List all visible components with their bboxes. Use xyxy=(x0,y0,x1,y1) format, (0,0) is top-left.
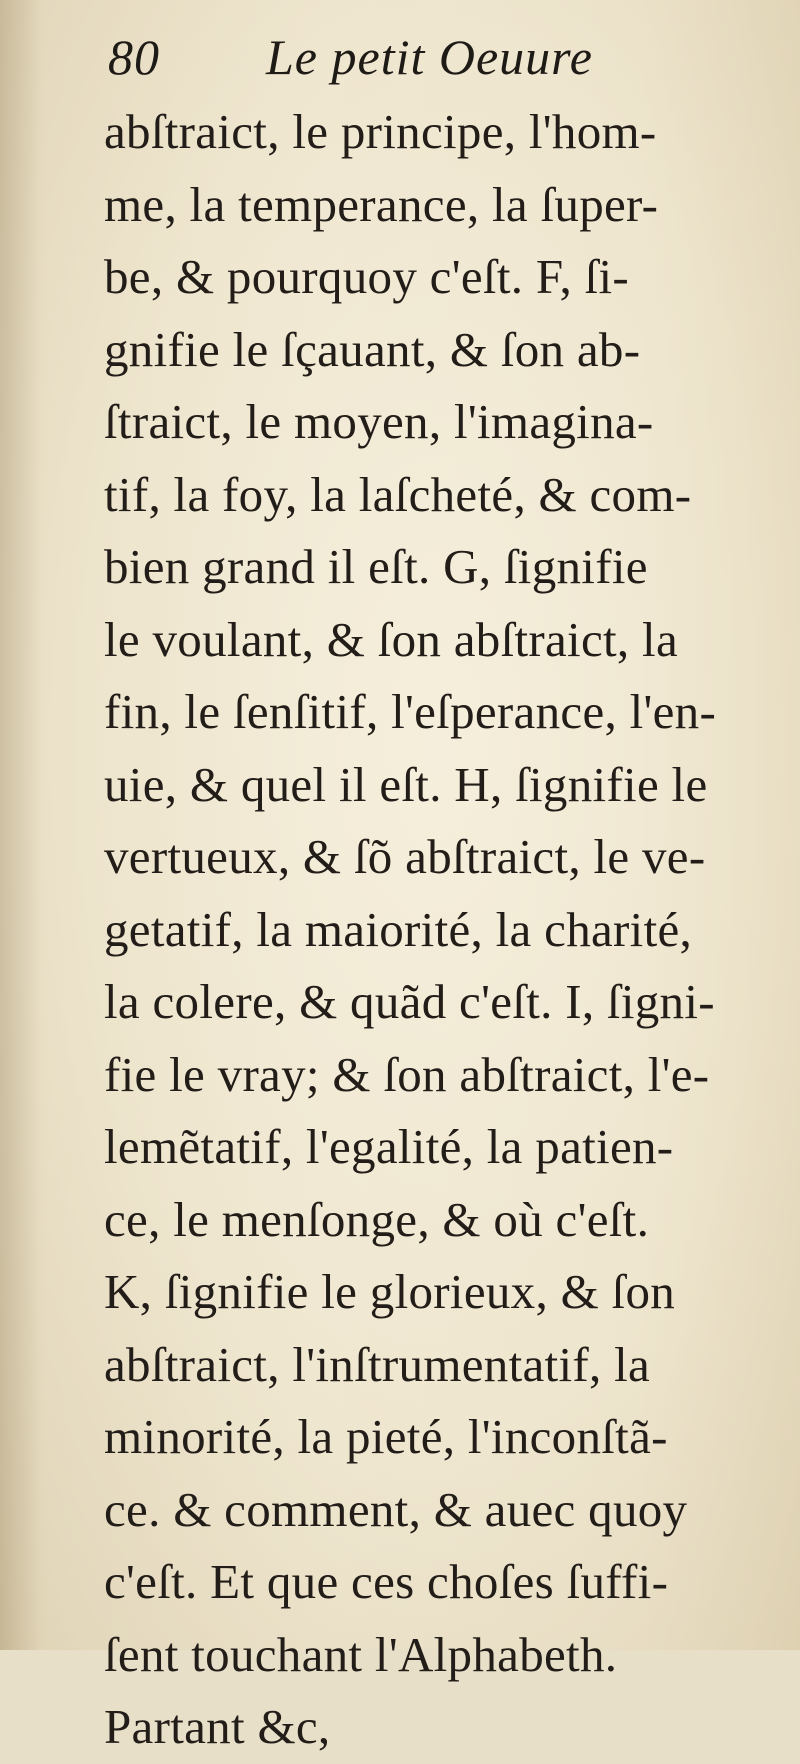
text-line: minorité, la pieté, l'inconſtã- xyxy=(104,1409,668,1464)
text-line: la colere, & quãd c'eſt. I, ſigni- xyxy=(104,974,715,1029)
body-text xyxy=(104,96,764,1764)
text-line: le voulant, & ſon abſtraict, la xyxy=(104,611,678,667)
text-line: ce. & comment, & auec quoy xyxy=(104,1481,688,1537)
page-edge-shadow xyxy=(0,0,40,1650)
text-line: uie, & quel il eſt. H, ſignifie le xyxy=(104,756,708,812)
text-line: abſtraict, le principe, l'hom- xyxy=(104,104,657,159)
running-head: Le petit Oeuure xyxy=(266,29,593,85)
text-line: be, & pourquoy c'eſt. F, ſi- xyxy=(104,249,630,304)
text-line: ce, le menſonge, & où c'eſt. xyxy=(104,1191,650,1247)
text-line: tif, la foy, la laſcheté, & com- xyxy=(104,466,692,522)
text-line: c'eſt. Et que ces choſes ſuffi- xyxy=(104,1554,669,1609)
text-line: vertueux, & ſõ abſtraict, le ve- xyxy=(104,829,706,884)
text-line: ſtraict, le moyen, l'imagina- xyxy=(104,394,654,449)
text-line: abſtraict, l'inſtrumentatif, la xyxy=(104,1336,651,1392)
text-line: lemẽtatif, l'egalité, la patien- xyxy=(104,1119,674,1174)
text-line: ſent touchant l'Alphabeth. xyxy=(104,1626,618,1682)
text-line: bien grand il eſt. G, ſignifie xyxy=(104,539,648,594)
text-line: gnifie le ſçauant, & ſon ab- xyxy=(104,321,641,377)
text-line: fie le vray; & ſon abſtraict, l'e- xyxy=(104,1046,710,1102)
text-line: me, la temperance, la ſuper- xyxy=(104,176,659,232)
page-header xyxy=(108,28,758,98)
text-line: fin, le ſenſitif, l'eſperance, l'en- xyxy=(104,684,717,739)
text-line: getatif, la maiorité, la charité, xyxy=(104,901,693,957)
text-line: K, ſignifie le glorieux, & ſon xyxy=(104,1264,676,1319)
page-number: 80 xyxy=(108,29,160,85)
text-line: Partant &c, xyxy=(104,1699,331,1754)
